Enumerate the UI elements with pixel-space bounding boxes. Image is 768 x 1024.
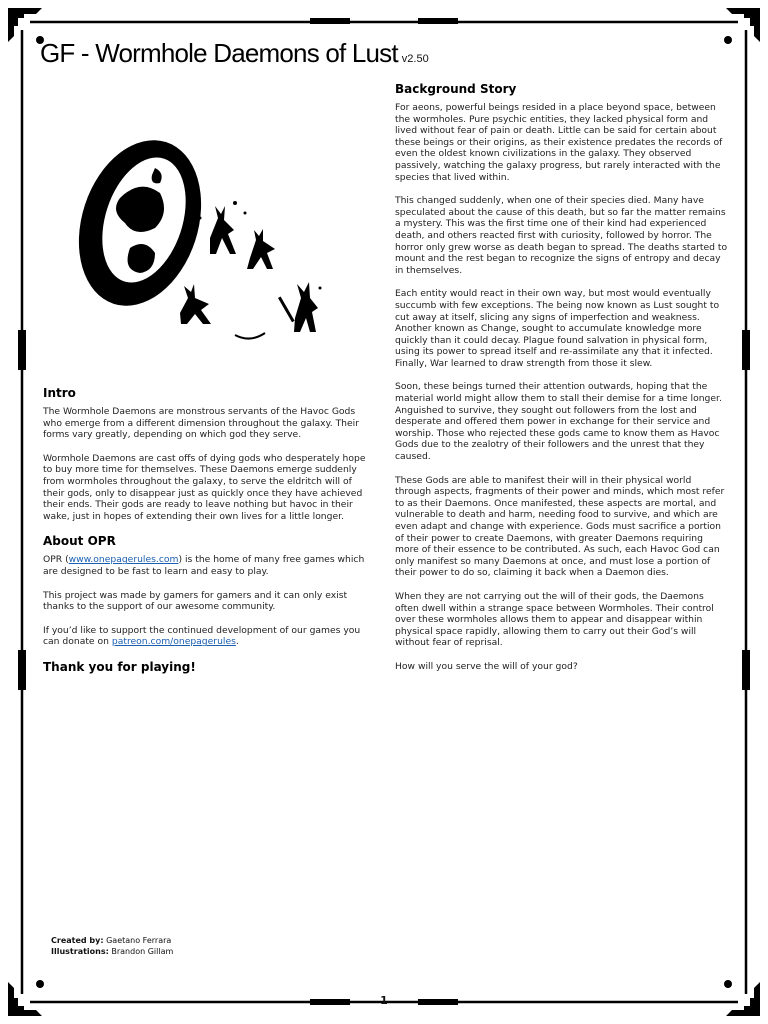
background-heading: Background Story — [395, 82, 517, 96]
about-paragraph — [43, 554, 367, 577]
about-paragraph: This project was made by gamers for gamers and it can only exist thanks to the support of our awesome community. — [43, 589, 348, 613]
about-text: . — [235, 636, 239, 648]
created-label: Created by: — [51, 936, 104, 945]
intro-paragraph: The Wormhole Daemons are monstrous servants of the Havoc Gods who emerge from a different dimension throughout the galaxy. Their forms vary greatly, depending on which god they serve. — [43, 406, 359, 441]
left-column — [43, 386, 367, 680]
background-paragraph: Each entity would react in their own way, but most would eventually succumb with few exceptions. The being now known as Lust sought to cut away at itself, slicing any signs of imperfection and weakness. Another known as Change, sought to accumulate knowledge more quickly than it could decay. Plague found salvation in physical form, using its power to spread itself and re-assimilate any that it infected. Finally, War learned to draw strength from those it slew. — [395, 288, 720, 369]
title-text: GF - Wormhole Daemons of Lust — [40, 38, 398, 68]
background-paragraph: For aeons, powerful beings resided in a place beyond space, between the wormholes. Pure psychic entities, they lacked physical form and lived without fear of pain or death. Little can be said for certain about these beings or their origins, as their existence predates the records of even the oldest known civilizations in the galaxy. They observed passively, watching the galaxy progress, but rarely interacted with the species that lived within. — [395, 102, 723, 183]
background-paragraph: This changed suddenly, when one of their species died. Many have speculated about the cause of this death, but so far the matter remains a mystery. This was the first time one of their kind had experienced death, and others reacted first with curiosity, followed by horror. The horror only grew worse as death began to spread. The deaths started to mount and the rest began to recognize the signs of entropy and decay in themselves. — [395, 195, 728, 276]
created-name: Gaetano Ferrara — [106, 936, 172, 945]
wormhole-portal-icon — [60, 128, 221, 322]
right-column — [395, 82, 729, 685]
thanks-heading: Thank you for playing! — [43, 659, 196, 674]
intro-paragraph: Wormhole Daemons are cast offs of dying gods who desperately hope to buy more time for themselves. These Daemons emerge suddenly from wormholes throughout the galaxy, to serve the eldritch will of their gods, only to disappear just as quickly once they have achieved their ends. Their gods are ready to leave nothing but havoc in their wake, just in hopes of extending their own lives for a little longer. — [43, 452, 366, 522]
wormhole-daemons-illustration — [60, 128, 360, 368]
credits — [51, 935, 173, 957]
about-heading: About OPR — [43, 534, 116, 549]
background-paragraph: Soon, these beings turned their attention outwards, hoping that the material world might allow them to stall their demise for a time longer. Anguished to survive, they sought out followers from the lost and desperate and offered them power in exchange for their service and worship. Those who rejected these gods came to know them as Havoc Gods due to the zealotry of their followers and the unrest that they caused. — [395, 381, 722, 463]
version-label: v2.50 — [401, 53, 429, 65]
background-paragraph: How will you serve the will of your god? — [395, 660, 578, 672]
background-paragraph: When they are not carrying out the will of their gods, the Daemons often dwell within a strange space between Wormholes. Their control over these wormholes allows them to appear and disappear within physical space rapidly, allowing them to carry out their God’s will without fear of reprisal. — [395, 590, 714, 649]
page-title — [40, 38, 429, 69]
illustrations-label: Illustrations: — [51, 947, 109, 956]
background-paragraph: These Gods are able to manifest their will in their physical world through aspects, fragments of their power and minds, which most refer to as their Daemons. Once manifested, these aspects are mortal, and vulnerable to death and harm, needing food to survive, and which are even adapt and change with experience. Gods must sacrifice a portion of their power to create Daemons, with greater Daemons requiring more of their essence to be contributed. As such, each Havoc God can only manifest so many Daemons at once, and must lose a portion of their power to do so, claiming it back when a Daemon dies. — [395, 474, 725, 579]
about-text: OPR ( — [43, 554, 69, 566]
illustrations-name: Brandon Gillam — [111, 947, 174, 956]
intro-heading: Intro — [43, 386, 76, 400]
patreon-link[interactable]: patreon.com/onepagerules — [111, 636, 236, 648]
about-text: If you’d like to support the continued development of our games you can donate on — [43, 624, 361, 648]
page-number: 1 — [380, 994, 388, 1007]
about-paragraph — [43, 625, 367, 648]
opr-website-link[interactable]: www.onepagerules.com — [68, 554, 179, 566]
about-text: ) is the home of many free games which are designed to be fast to learn and easy to play. — [43, 554, 365, 577]
